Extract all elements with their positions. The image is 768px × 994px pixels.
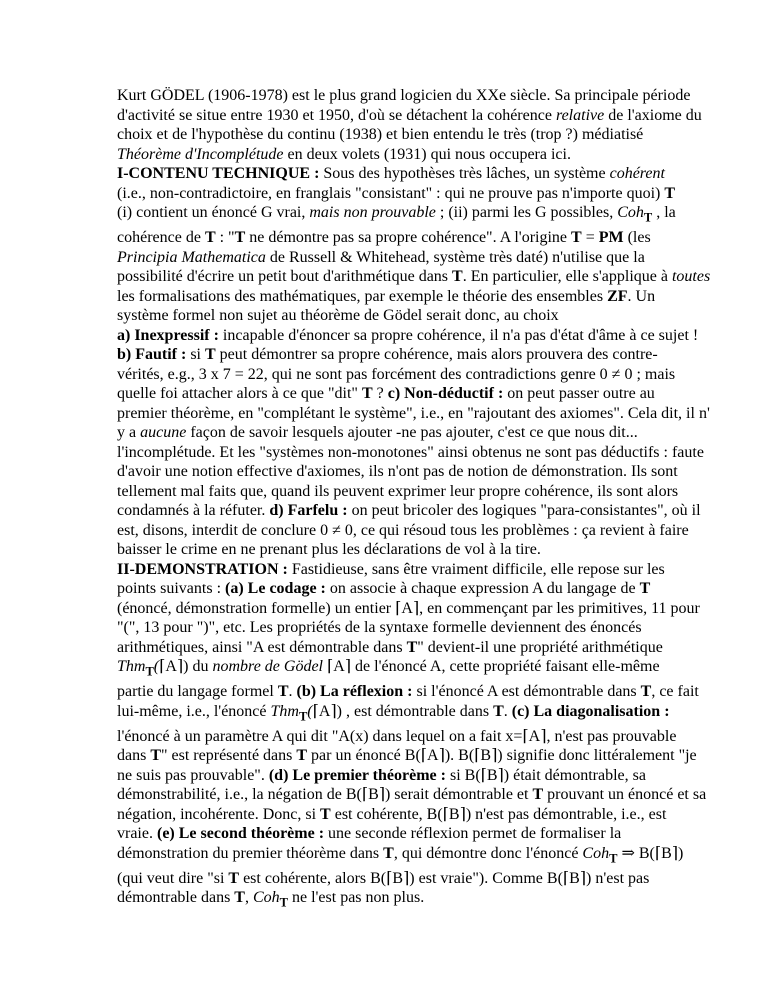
text-run: ( xyxy=(153,658,160,675)
text-run: d) Farfelu : xyxy=(269,502,348,519)
text-run: démonstrabilité, i.e., la négation de B(⌈B⌉) serait démontrable et xyxy=(117,786,533,803)
text-run: T xyxy=(639,580,651,597)
text-run: T xyxy=(296,747,308,764)
document-line xyxy=(117,521,689,541)
document-line xyxy=(117,869,679,889)
text-run: . xyxy=(503,702,512,720)
text-run: (les xyxy=(623,229,651,246)
text-run: ; (ii) parmi les G possibles, xyxy=(435,204,618,221)
text-run: négation, incohérente. Donc, si xyxy=(117,805,321,823)
document-line xyxy=(117,345,679,365)
text-run: T xyxy=(150,747,161,764)
text-run: premier théorème, en "complétant le système", i.e., en "rajoutant des axiomes". Cela dit, il n' xyxy=(117,404,710,422)
text-run: on peut bricoler des logiques "para-consistantes", où il xyxy=(347,502,701,519)
document-body xyxy=(117,86,711,913)
text-run: y a xyxy=(117,424,141,441)
text-run: T xyxy=(320,805,331,823)
text-run: ne suis pas prouvable". xyxy=(117,766,269,784)
document-line xyxy=(117,540,679,560)
text-run: une seconde réflexion permet de formaliser la xyxy=(324,825,622,842)
text-run: système formel non sujet au théorème de Gödel serait donc, au choix xyxy=(117,307,559,324)
text-run: est cohérente, B(⌈B⌉) n'est pas démontrable, i.e., est xyxy=(330,805,667,823)
text-run: prouvant un énoncé et sa xyxy=(543,786,707,803)
text-run: PM xyxy=(598,229,624,246)
text-run: ne démontre pas sa propre cohérence". A l'origine xyxy=(245,229,572,246)
document-line xyxy=(117,287,679,307)
text-run: démonstration du premier théorème dans xyxy=(117,844,384,862)
text-run: (c) La diagonalisation : xyxy=(511,702,670,720)
text-run: Fastidieuse, sans être vraiment difficile, elle repose sur les xyxy=(287,560,665,578)
text-run: possibilité d'écrire un petit bout d'arithmétique dans xyxy=(117,268,453,285)
text-run: vraie. xyxy=(117,825,157,842)
text-run: (e) Le second théorème : xyxy=(156,825,325,842)
text-run: est, disons, interdit de conclure 0 ≠ 0, ce qui résoud tous les problèmes : ça revient à faire xyxy=(117,521,689,539)
document-line xyxy=(117,638,679,658)
document-line xyxy=(117,248,679,268)
text-run: ⇒ B(⌈B⌉) xyxy=(617,844,684,862)
text-run: tellement mal faits que, quand ils peuvent exprimer leur propre cohérence, ils sont alors xyxy=(117,482,679,500)
text-run: T xyxy=(532,786,544,803)
text-run: incapable d'énoncer sa propre cohérence, il n'a pas d'état d'âme à ce sujet ! xyxy=(218,326,699,344)
text-run: T xyxy=(279,895,288,910)
text-run: par un énoncé B(⌈A⌉). B(⌈B⌉) signifie donc littéralement "je xyxy=(307,747,697,764)
text-run: c) Non-déductif : xyxy=(387,385,504,402)
document-line xyxy=(117,599,700,619)
text-run: ⌈A⌉) du xyxy=(159,658,213,675)
text-run: points suivants : xyxy=(117,580,226,597)
text-run: l'énoncé à un paramètre A qui dit "A(x) dans lequel on a fait x=⌈A⌉, n'est pas prouvable xyxy=(117,727,677,745)
document-line xyxy=(117,482,679,502)
text-run: dans xyxy=(117,747,151,764)
text-run: b) Fautif : xyxy=(117,346,187,363)
text-run: T xyxy=(298,709,308,723)
text-run: d'activité se situe entre 1930 et 1950, d'où se détachent la cohérence xyxy=(117,106,556,124)
text-run: T xyxy=(609,851,618,865)
document-line xyxy=(117,501,701,521)
text-run: T xyxy=(493,702,504,720)
text-run: " est représenté dans xyxy=(161,747,297,764)
text-run: ZF xyxy=(607,287,628,305)
text-run: cohérence de xyxy=(117,229,205,246)
text-run: Coh xyxy=(617,204,644,221)
document-line xyxy=(117,365,679,385)
text-run: II-DEMONSTRATION : xyxy=(117,560,288,578)
document-line xyxy=(117,125,679,145)
text-run: Théorème d'Incomplétude xyxy=(117,145,284,163)
text-run: Coh xyxy=(252,889,280,906)
text-run: T xyxy=(234,229,246,246)
text-run: , ce fait xyxy=(651,683,699,700)
document-line xyxy=(117,106,702,126)
text-run: façon de savoir lesquels ajouter -ne pas ajouter, c'est ce que nous dit... xyxy=(186,424,638,441)
text-run: (d) Le premier théorème : xyxy=(268,766,446,784)
text-run: , qui démontre donc l'énoncé xyxy=(393,844,583,862)
text-run: les formalisations des mathématiques, par exemple le théorie des ensembles xyxy=(117,287,608,305)
text-run: cohérent xyxy=(609,165,665,182)
text-run: I-CONTENU TECHNIQUE : xyxy=(117,165,320,182)
document-line xyxy=(117,326,699,346)
text-run: (a) Le codage : xyxy=(225,580,326,597)
text-run: on peut passer outre au xyxy=(503,385,655,402)
document-line xyxy=(117,766,679,786)
text-run: Thm xyxy=(270,702,299,720)
text-run: ne l'est pas non plus. xyxy=(287,889,425,906)
text-run: ( xyxy=(307,702,313,720)
text-run: toutes xyxy=(671,268,711,285)
text-run: si B(⌈B⌉) était démontrable, sa xyxy=(445,766,646,784)
text-run: partie du langage formel xyxy=(117,683,278,700)
text-run: T xyxy=(640,683,652,700)
text-run: a) Inexpressif : xyxy=(117,326,219,344)
text-run: T xyxy=(664,184,676,202)
document-line xyxy=(117,404,710,424)
document-line xyxy=(117,888,679,913)
text-run: on associe à chaque expression A du langage de xyxy=(325,580,640,597)
document-line xyxy=(117,785,707,805)
text-run: lui-même, i.e., l'énoncé xyxy=(117,702,271,720)
text-run: relative xyxy=(555,106,605,124)
text-run: T xyxy=(361,385,373,402)
text-run: mais non prouvable xyxy=(309,204,436,221)
text-run: (énoncé, démonstration formelle) un entier ⌈A⌉, en commençant par les primitives, 11 pour xyxy=(117,599,700,617)
document-line xyxy=(117,805,679,825)
text-run: Thm xyxy=(117,658,146,675)
text-run: , xyxy=(244,889,253,906)
text-run: quelle foi attacher alors à ce que "dit" xyxy=(117,385,362,402)
document-line xyxy=(117,267,711,287)
text-run: ? xyxy=(372,385,388,402)
text-run: T xyxy=(406,638,418,656)
document-line xyxy=(117,306,679,326)
text-run: si l'énoncé A est démontrable dans xyxy=(412,683,641,700)
text-run: Kurt GÖDEL (1906-1978) est le plus grand logicien du XXe siècle. Sa principale période xyxy=(117,87,691,104)
document-line xyxy=(117,164,679,184)
text-run: démontrable dans xyxy=(117,889,235,906)
document-line xyxy=(117,145,679,165)
text-run: (b) La réflexion : xyxy=(296,683,413,700)
text-run: (i.e., non-contradictoire, en franglais "consistant" : qui ne prouve pas n'importe quoi) xyxy=(117,184,665,202)
text-run: peut démontrer sa propre cohérence, mais alors prouvera des contre- xyxy=(215,346,658,363)
text-run: . En particulier, elle s'applique à xyxy=(462,268,672,285)
text-run: T xyxy=(643,210,653,225)
document-line xyxy=(117,228,679,248)
document-line xyxy=(117,560,679,580)
text-run: . Un xyxy=(627,287,656,305)
document-line xyxy=(117,844,684,869)
text-run: Sous des hypothèses très lâches, un système xyxy=(319,165,610,182)
text-run: (i) contient un énoncé G vrai, xyxy=(117,204,310,221)
text-run: de Russell & Whitehead, système très daté) n'utilise que la xyxy=(265,248,645,266)
text-run: T xyxy=(145,664,154,679)
text-run: T xyxy=(234,889,245,906)
text-run: : " xyxy=(215,229,235,246)
text-run: vérités, e.g., 3 x 7 = 22, qui ne sont pas forcément des contradictions genre 0 ≠ 0 ; mais xyxy=(117,365,676,383)
document-line xyxy=(117,423,679,443)
text-run: . xyxy=(288,683,297,700)
text-run: condamnés à la réfuter. xyxy=(117,502,270,519)
document-line xyxy=(117,462,679,482)
document-line xyxy=(117,184,679,204)
text-run: T xyxy=(452,268,463,285)
text-run: nombre de Gödel xyxy=(212,658,323,675)
text-run: = xyxy=(581,229,599,246)
text-run: T xyxy=(205,346,216,363)
text-run: T xyxy=(204,229,216,246)
text-run: en deux volets (1931) qui nous occupera ici. xyxy=(283,145,571,163)
text-run: ⌈A⌉) , est démontrable dans xyxy=(312,702,494,720)
document-line xyxy=(117,824,679,844)
document-line xyxy=(117,443,704,463)
document-line xyxy=(117,746,697,766)
text-run: de l'axiome du xyxy=(604,106,702,124)
text-run: Principia Mathematica xyxy=(117,248,266,266)
document-line xyxy=(117,657,679,682)
text-run: choix et de l'hypothèse du continu (1938) et bien entendu le très (trop ?) médiatisé xyxy=(117,126,644,143)
document-line xyxy=(117,618,679,638)
text-run: (qui veut dire "si xyxy=(117,869,229,887)
text-run: ⌈A⌉ de l'énoncé A, cette propriété faisant elle-même xyxy=(323,658,660,675)
text-run: Coh xyxy=(582,844,610,862)
text-run: arithmétiques, ainsi "A est démontrable dans xyxy=(117,638,407,656)
text-run: " devient-il une propriété arithmétique xyxy=(417,638,663,656)
text-run: aucune xyxy=(140,424,187,441)
document-line xyxy=(117,727,679,747)
text-run: d'avoir une notion effective d'axiomes, ils n'ont pas de notion de démonstration. Ils sont xyxy=(117,463,678,480)
text-run: , la xyxy=(652,204,676,221)
document-line xyxy=(117,203,679,228)
document-line xyxy=(117,384,679,404)
text-run: baisser le crime en ne prenant plus les déclarations de vol à la tire. xyxy=(117,541,541,558)
document-line xyxy=(117,579,679,599)
text-run: si xyxy=(186,346,205,363)
text-run: T xyxy=(228,869,240,887)
text-run: est cohérente, alors B(⌈B⌉) est vraie"). Comme B(⌈B⌉) n'est pas xyxy=(239,869,650,887)
text-run: T xyxy=(383,844,394,862)
document-line xyxy=(117,86,691,106)
text-run: T xyxy=(571,229,582,246)
document-line xyxy=(117,702,679,727)
document-line xyxy=(117,682,699,702)
text-run: "(", 13 pour ")", etc. Les propriétés de la syntaxe formelle deviennent des énoncés xyxy=(117,619,642,636)
text-run: l'incomplétude. Et les "systèmes non-monotones" ainsi obtenus ne sont pas déductifs : faute xyxy=(117,443,704,461)
text-run: T xyxy=(277,683,289,700)
